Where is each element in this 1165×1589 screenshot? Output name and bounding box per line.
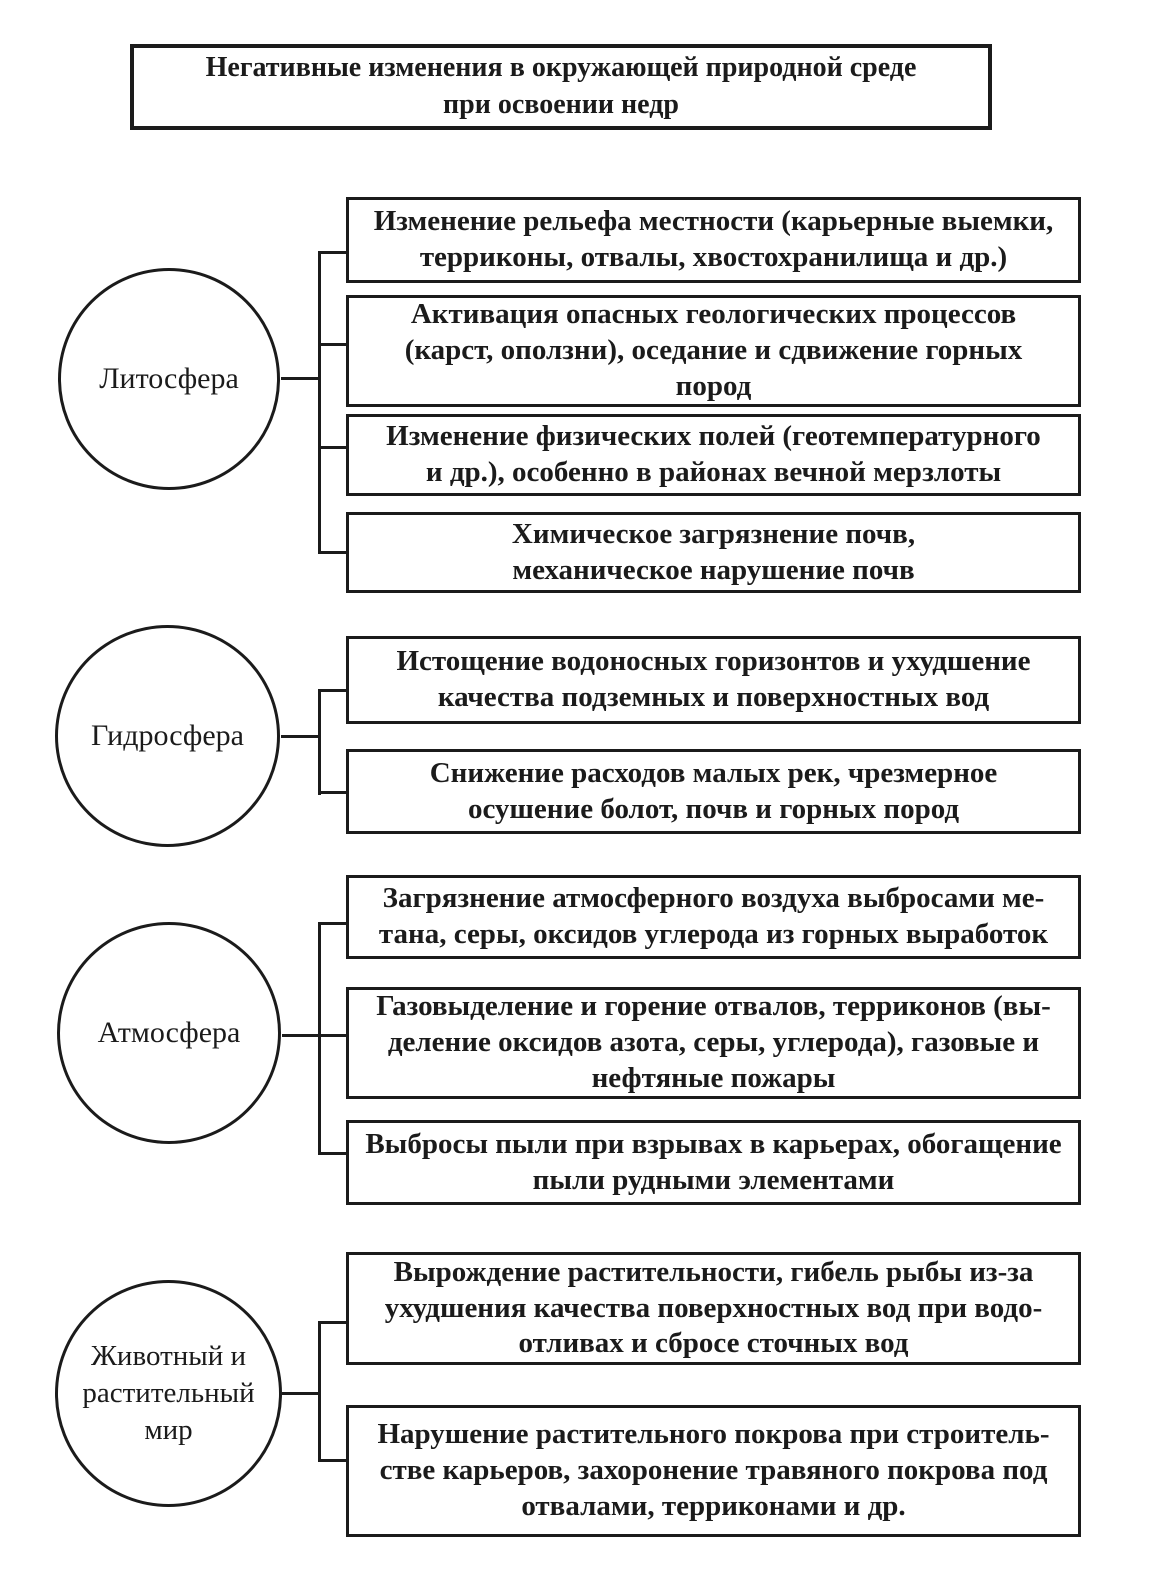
connector-flora-fauna-stub-1 — [318, 1321, 348, 1324]
connector-atmosphere-link — [282, 1034, 348, 1037]
effect-box-lithosphere-3: Изменение физических полей (геотемпературного и др.), особенно в районах вечной мерзлоты — [346, 414, 1081, 496]
connector-lithosphere-link — [281, 377, 321, 380]
effect-box-atmosphere-1: Загрязнение атмосферного воздуха выбросами ме- тана, серы, оксидов углерода из горных выработок — [346, 875, 1081, 959]
sphere-circle-flora-fauna: Животный и растительный мир — [55, 1280, 282, 1507]
connector-lithosphere-stub-4 — [318, 551, 348, 554]
connector-hydrosphere-stub-1 — [318, 689, 348, 692]
effect-box-lithosphere-4: Химическое загрязнение почв, механическое нарушение почв — [346, 512, 1081, 593]
sphere-circle-atmosphere: Атмосфера — [57, 922, 281, 1144]
effect-box-flora-fauna-2: Нарушение растительного покрова при строитель- стве карьеров, захоронение травяного покрова под отвалами, терриконами и др. — [346, 1405, 1081, 1537]
connector-flora-fauna-stub-2 — [318, 1459, 348, 1462]
connector-lithosphere-stub-3 — [318, 446, 348, 449]
connector-atmosphere-stub-3 — [318, 1152, 348, 1155]
connector-lithosphere-spine — [318, 251, 321, 554]
effect-box-atmosphere-2: Газовыделение и горение отвалов, терриконов (вы- деление оксидов азота, серы, углерода), газовые и нефтяные пожары — [346, 987, 1081, 1099]
connector-atmosphere-stub-1 — [318, 922, 348, 925]
effect-box-lithosphere-1: Изменение рельефа местности (карьерные выемки, терриконы, отвалы, хвостохранилища и др.) — [346, 197, 1081, 283]
connector-lithosphere-stub-1 — [318, 251, 348, 254]
effect-box-lithosphere-2: Активация опасных геологических процессов (карст, оползни), оседание и сдвижение горных пород — [346, 295, 1081, 407]
connector-hydrosphere-stub-2 — [318, 791, 348, 794]
connector-hydrosphere-spine — [318, 689, 321, 795]
effect-box-flora-fauna-1: Вырождение растительности, гибель рыбы из-за ухудшения качества поверхностных вод при водо- отливах и сбросе сточных вод — [346, 1252, 1081, 1365]
connector-atmosphere-spine — [318, 922, 321, 1155]
connector-lithosphere-stub-2 — [318, 343, 348, 346]
sphere-circle-hydrosphere: Гидросфера — [55, 625, 280, 847]
diagram-title-box: Негативные изменения в окружающей природной среде при освоении недр — [130, 44, 992, 130]
effect-box-atmosphere-3: Выбросы пыли при взрывах в карьерах, обогащение пыли рудными элементами — [346, 1120, 1081, 1205]
connector-hydrosphere-link — [281, 735, 321, 738]
connector-flora-fauna-spine — [318, 1321, 321, 1462]
connector-flora-fauna-link — [282, 1392, 321, 1395]
effect-box-hydrosphere-1: Истощение водоносных горизонтов и ухудшение качества подземных и поверхностных вод — [346, 636, 1081, 724]
effect-box-hydrosphere-2: Снижение расходов малых рек, чрезмерное осушение болот, почв и горных пород — [346, 749, 1081, 834]
sphere-circle-lithosphere: Литосфера — [58, 268, 280, 490]
